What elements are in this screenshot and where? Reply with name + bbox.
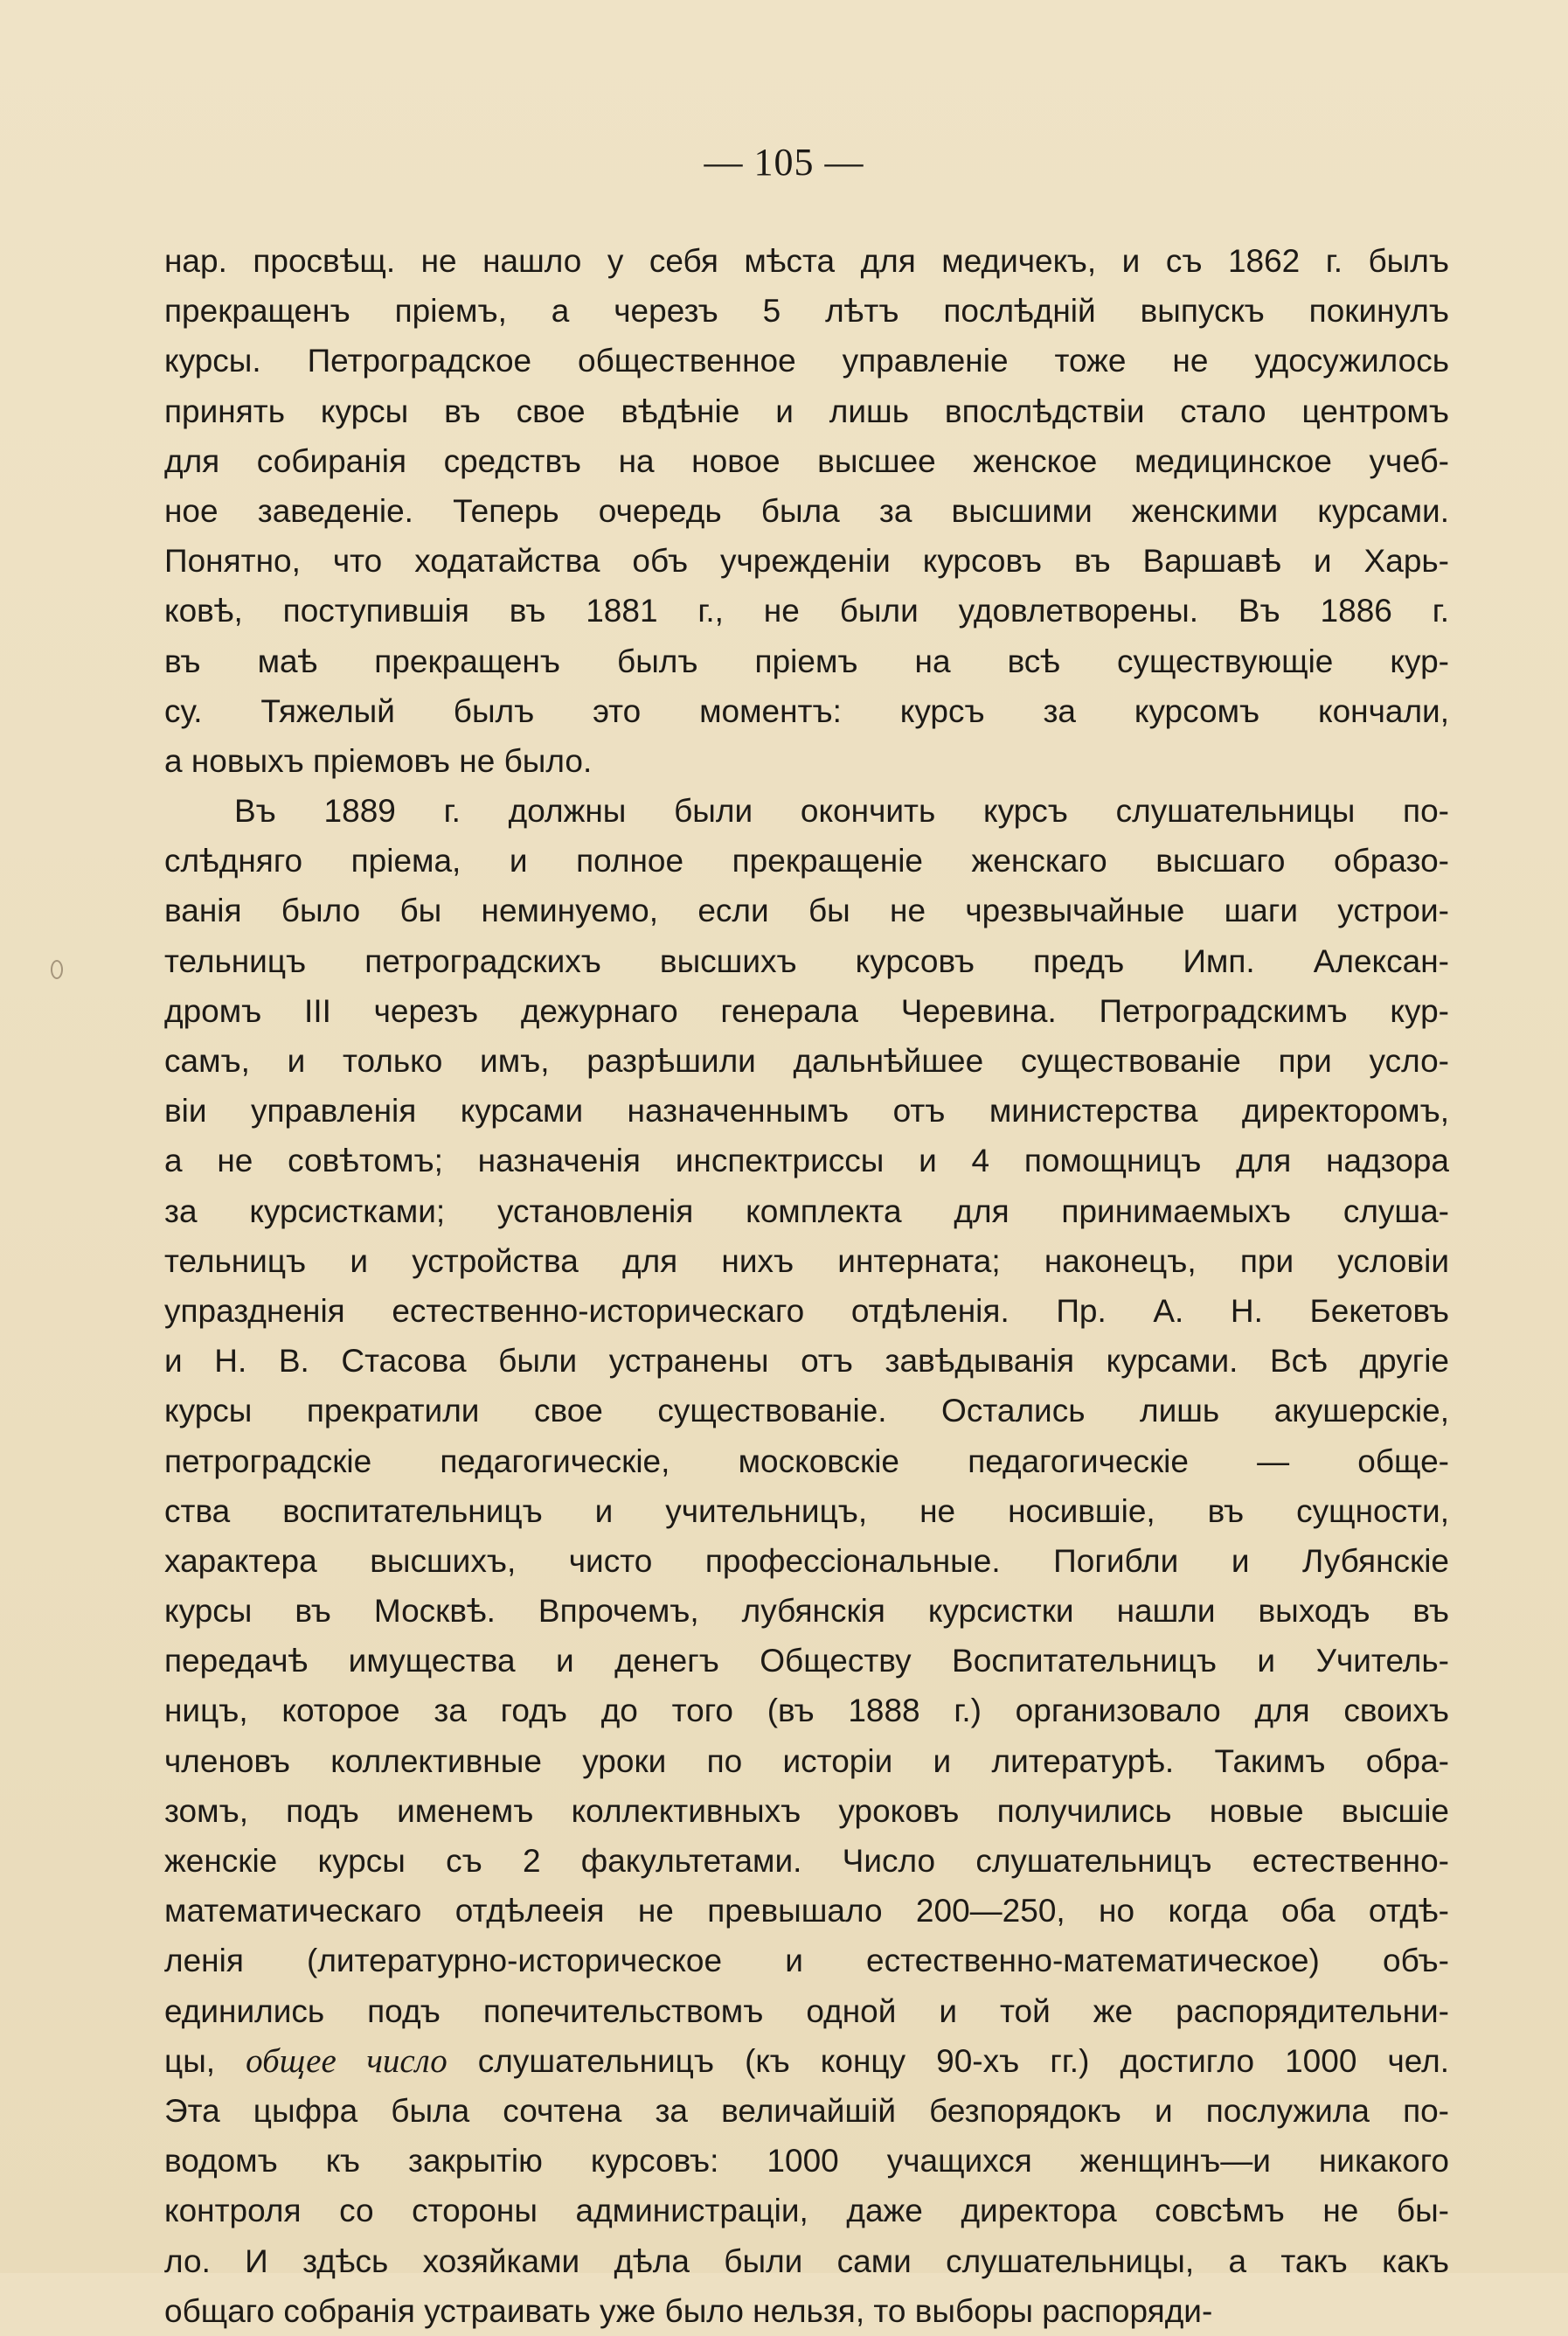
text-line: дромъ III черезъ дежурнаго генерала Черевина. Петроградскимъ кур- bbox=[164, 992, 1449, 1029]
text-line: Эта цыфра была сочтена за величайшій безпорядокъ и послужила по- bbox=[164, 2092, 1449, 2129]
text-line: слѣдняго пріема, и полное прекращеніе женскаго высшаго образо- bbox=[164, 843, 1449, 879]
text-line: петроградскіе педагогическіе, московскіе педагогическіе — обще- bbox=[164, 1443, 1449, 1479]
body-text bbox=[164, 236, 1449, 2336]
text-line: прекращенъ пріемъ, а черезъ 5 лѣтъ послѣдній выпускъ покинулъ bbox=[164, 293, 1449, 330]
text-line: зомъ, подъ именемъ коллективныхъ уроковъ получились новые высшіе bbox=[164, 1792, 1449, 1829]
text-line: су. Тяжелый былъ это моментъ: курсъ за курсомъ кончали, bbox=[164, 692, 1449, 729]
text-line: а не совѣтомъ; назначенія инспектриссы и 4 помощницъ для надзора bbox=[164, 1143, 1449, 1179]
text-line: и Н. В. Стасова были устранены отъ завѣдыванія курсами. Всѣ другіе bbox=[164, 1343, 1449, 1380]
text-line: для собиранія средствъ на новое высшее женское медицинское учеб- bbox=[164, 442, 1449, 479]
text-line: ковѣ, поступившія въ 1881 г., не были удовлетворены. Въ 1886 г. bbox=[164, 593, 1449, 629]
text-line: женскіе курсы съ 2 факультетами. Число слушательницъ естественно- bbox=[164, 1843, 1449, 1879]
page-number: — 105 — bbox=[704, 141, 864, 184]
text-line: принять курсы въ свое вѣдѣніе и лишь впослѣдствіи стало центромъ bbox=[164, 393, 1449, 429]
text-line: ленія (литературно-историческое и естественно-математическое) объ- bbox=[164, 1943, 1449, 1979]
paragraph-1 bbox=[164, 236, 1449, 786]
text-line: курсы прекратили свое существованіе. Остались лишь акушерскіе, bbox=[164, 1393, 1449, 1429]
text-line: передачѣ имущества и денегъ Обществу Воспитательницъ и Учитель- bbox=[164, 1643, 1449, 1679]
text-line: ло. И здѣсь хозяйками дѣла были сами слушательницы, а такъ какъ bbox=[164, 2242, 1449, 2279]
text-line: курсы въ Москвѣ. Впрочемъ, лубянскія курсистки нашли выходъ въ bbox=[164, 1593, 1449, 1630]
text-line: ства воспитательницъ и учительницъ, не носившіе, въ сущности, bbox=[164, 1492, 1449, 1529]
text-line: упраздненія естественно-историческаго отдѣленія. Пр. А. Н. Бекетовъ bbox=[164, 1292, 1449, 1329]
italic-emphasis: общее число bbox=[246, 2041, 448, 2080]
text-line: цы, общее число слушательницъ (къ концу 90-хъ гг.) достигло 1000 чел. bbox=[164, 2041, 1449, 2080]
text-line: за курсистками; установленія комплекта для принимаемыхъ слуша- bbox=[164, 1192, 1449, 1229]
text-line: нар. просвѣщ. не нашло у себя мѣста для медичекъ, и съ 1862 г. былъ bbox=[164, 243, 1449, 279]
text-line: курсы. Петроградское общественное управленіе тоже не удосужилось bbox=[164, 343, 1449, 379]
text-line: характера высшихъ, чисто профессіональные. Погибли и Лубянскіе bbox=[164, 1542, 1449, 1579]
text-line: Понятно, что ходатайства объ учрежденіи курсовъ въ Варшавѣ и Харь- bbox=[164, 543, 1449, 580]
text-line: самъ, и только имъ, разрѣшили дальнѣйшее существованіе при усло- bbox=[164, 1043, 1449, 1079]
margin-ink-mark bbox=[51, 960, 63, 979]
text-line: ницъ, которое за годъ до того (въ 1888 г.) организовало для своихъ bbox=[164, 1693, 1449, 1729]
text-line: ное заведеніе. Теперь очередь была за высшими женскими курсами. bbox=[164, 492, 1449, 529]
text-line: общаго собранія устраивать уже было нельзя, то выборы распоряди- bbox=[164, 2292, 1213, 2329]
text-line: тельницъ и устройства для нихъ интерната; наконецъ, при условіи bbox=[164, 1242, 1449, 1279]
text-line: ванія было бы неминуемо, если бы не чрезвычайные шаги устрои- bbox=[164, 893, 1449, 929]
text-line: тельницъ петроградскихъ высшихъ курсовъ предъ Имп. Алексан- bbox=[164, 942, 1449, 979]
text-line: единились подъ попечительствомъ одной и той же распорядительни- bbox=[164, 1992, 1449, 2029]
text-line: математическаго отдѣлееія не превышало 200—250, но когда оба отдѣ- bbox=[164, 1893, 1449, 1929]
text-line: водомъ къ закрытію курсовъ: 1000 учащихся женщинъ—и никакого bbox=[164, 2143, 1449, 2180]
text-line: членовъ коллективные уроки по исторіи и литературѣ. Такимъ обра- bbox=[164, 1742, 1449, 1779]
text-line: віи управленія курсами назначеннымъ отъ министерства директоромъ, bbox=[164, 1093, 1449, 1130]
text-line: контроля со стороны администраціи, даже директора совсѣмъ не бы- bbox=[164, 2193, 1449, 2229]
text-line: въ маѣ прекращенъ былъ пріемъ на всѣ существующіе кур- bbox=[164, 643, 1449, 679]
text-line: Въ 1889 г. должны были окончить курсъ слушательницы по- bbox=[234, 793, 1449, 830]
paragraph-2 bbox=[164, 786, 1449, 2336]
text-line: а новыхъ пріемовъ не было. bbox=[164, 742, 593, 779]
